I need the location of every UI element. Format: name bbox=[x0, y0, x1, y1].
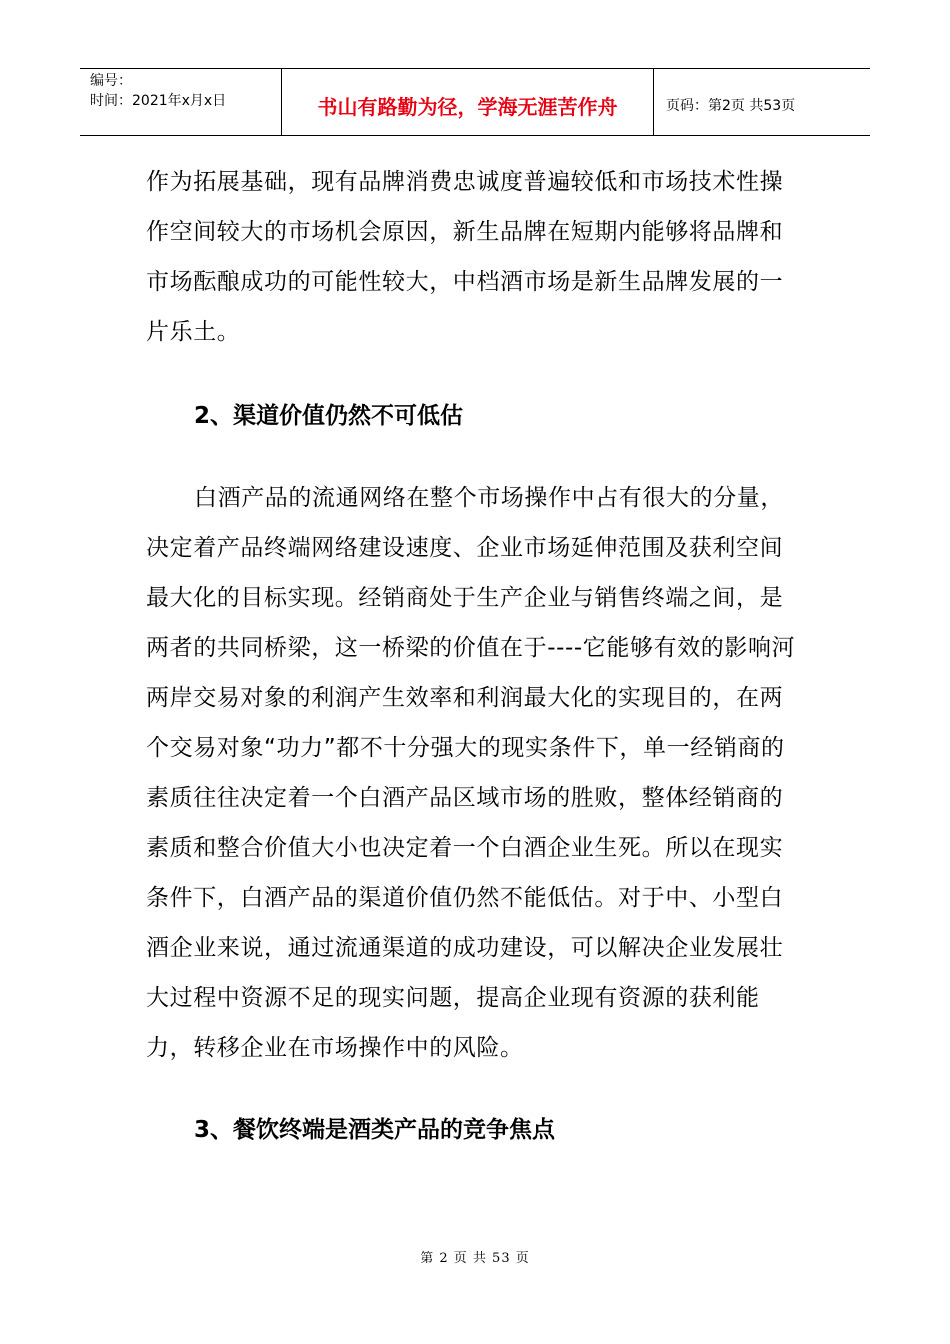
document-number-label: 编号： bbox=[90, 73, 132, 89]
header-meta bbox=[80, 69, 282, 135]
paragraph-intro: 作为拓展基础，现有品牌消费忠诚度普遍较低和市场技术性操作空间较大的市场机会原因，新生品牌在短期内能够将品牌和市场酝酿成功的可能性较大，中档酒市场是新生品牌发展的一片乐土。 bbox=[146, 169, 784, 345]
document-body bbox=[146, 157, 806, 1155]
paragraph-channel-value: 白酒产品的流通网络在整个市场操作中占有很大的分量，决定着产品终端网络建设速度、企业市场延伸范围及获利空间最大化的目标实现。经销商处于生产企业与销售终端之间，是两者的共同桥梁，这一桥梁的价值在于----它能够有效的影响河两岸交易对象的利润产生效率和利润最大化的实现目的，在两个交易对象“功力”都不十分强大的现实条件下，单一经销商的素质往往决定着一个白酒产品区域市场的胜败，整体经销商的素质和整合价值大小也决定着一个白酒企业生死。所以在现实条件下，白酒产品的渠道价值仍然不能低估。对于中、小型白酒企业来说，通过流通渠道的成功建设，可以解决企业发展壮大过程中资源不足的现实问题，提高企业现有资源的获利能力，转移企业在市场操作中的风险。 bbox=[146, 485, 796, 1061]
page-footer: 第 2 页 共 53 页 bbox=[420, 1251, 530, 1266]
header-page-info: 页码：第2页 共53页 bbox=[666, 98, 796, 114]
header-motto: 书山有路勤为径，学海无涯苦作舟 bbox=[282, 69, 654, 135]
section-heading-3: 3、餐饮终端是酒类产品的竞争焦点 bbox=[194, 1117, 556, 1143]
document-date: 时间：2021年x月x日 bbox=[90, 93, 227, 109]
page-header bbox=[80, 68, 870, 136]
section-heading-2: 2、渠道价值仍然不可低估 bbox=[194, 403, 464, 429]
